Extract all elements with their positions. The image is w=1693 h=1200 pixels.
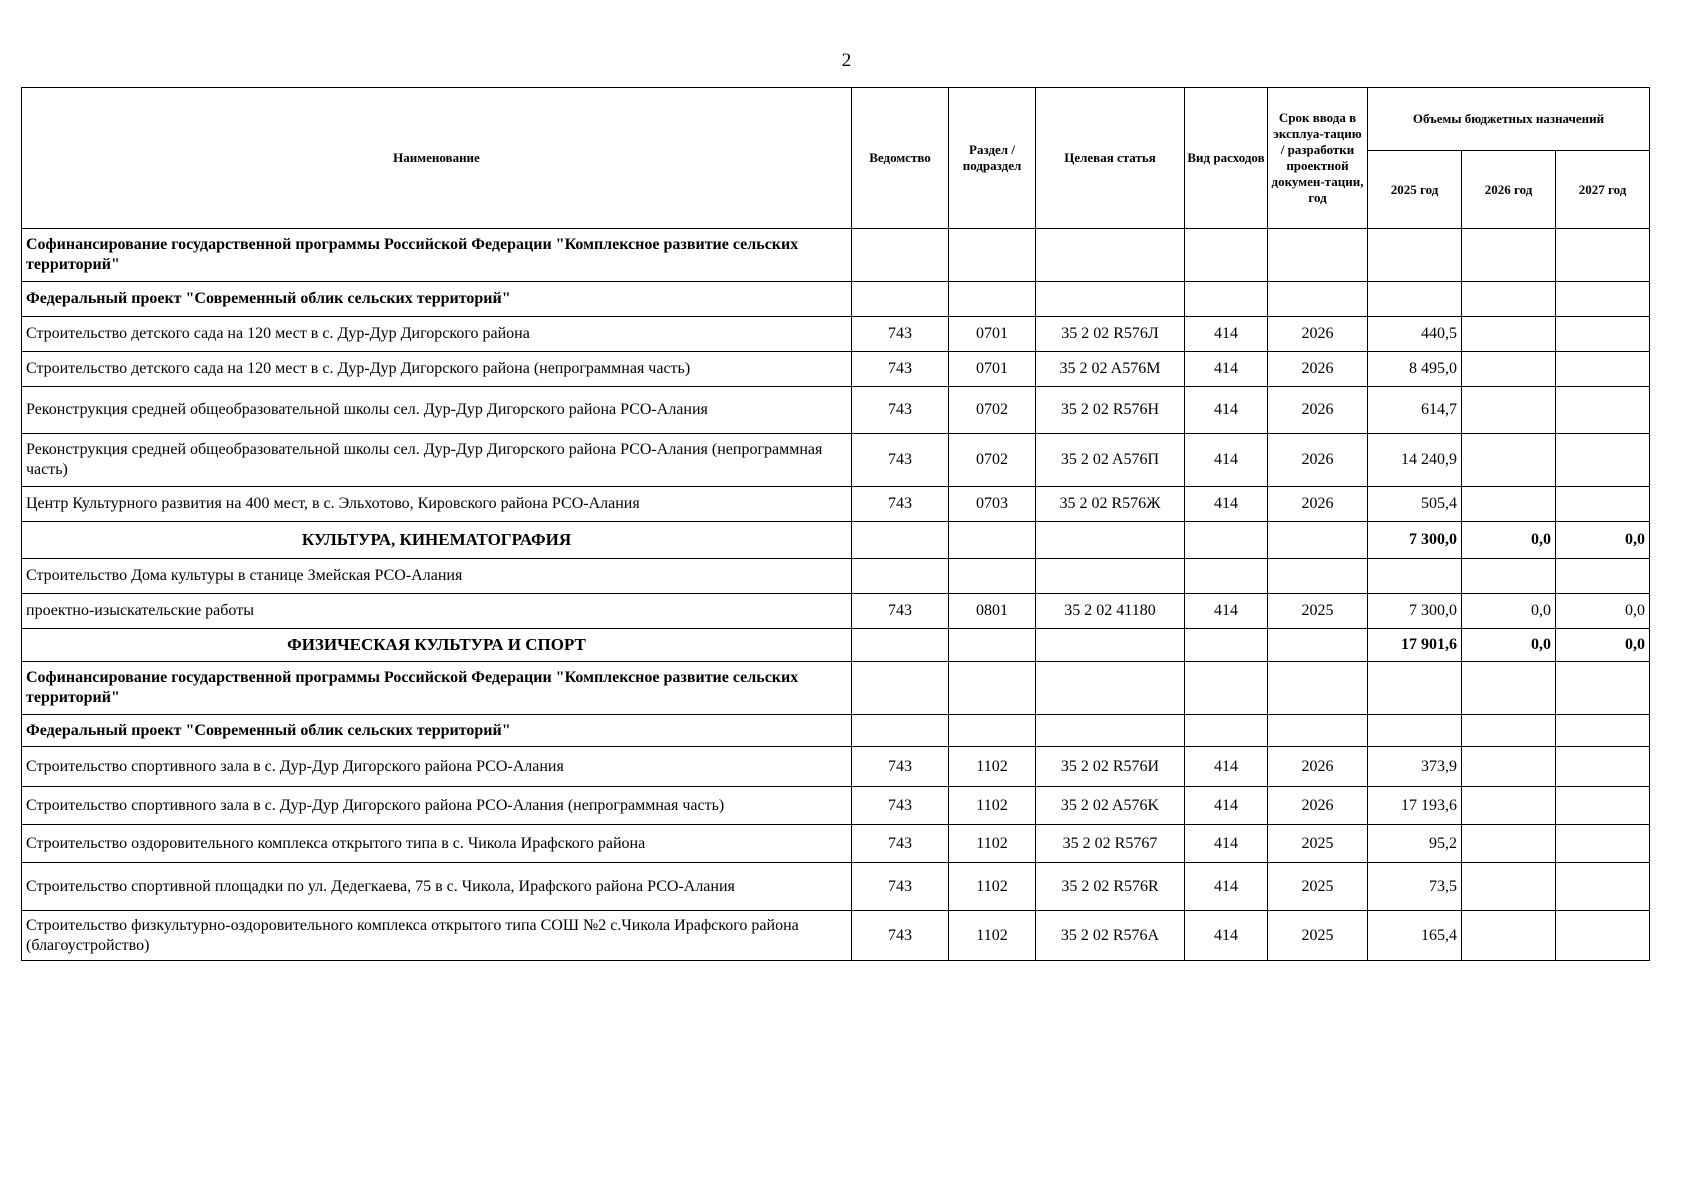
- cell-2027: [1556, 825, 1650, 863]
- cell-section: [949, 559, 1036, 594]
- cell-department: 743: [852, 487, 949, 522]
- cell-name: Строительство спортивной площадки по ул. Дедегкаева, 75 в с. Чикола, Ирафского района РСО-Алания: [22, 863, 852, 911]
- cell-year: 2026: [1268, 787, 1368, 825]
- cell-2027: [1556, 911, 1650, 961]
- table-row: [22, 747, 1650, 787]
- cell-2025: 95,2: [1368, 825, 1462, 863]
- cell-target: 35 2 02 R576R: [1036, 863, 1185, 911]
- cell-2026: [1462, 229, 1556, 282]
- cell-department: [852, 629, 949, 662]
- header-target: Целевая статья: [1036, 88, 1185, 229]
- cell-2025: 7 300,0: [1368, 522, 1462, 559]
- cell-target: [1036, 229, 1185, 282]
- cell-target: [1036, 662, 1185, 715]
- cell-expense-type: 414: [1185, 387, 1268, 434]
- cell-department: [852, 559, 949, 594]
- cell-target: [1036, 629, 1185, 662]
- cell-name: Строительство детского сада на 120 мест в с. Дур-Дур Дигорского района: [22, 317, 852, 352]
- cell-2027: [1556, 747, 1650, 787]
- cell-target: [1036, 559, 1185, 594]
- cell-2026: [1462, 747, 1556, 787]
- table-row: [22, 559, 1650, 594]
- cell-2025: [1368, 715, 1462, 747]
- cell-2027: [1556, 715, 1650, 747]
- cell-2027: [1556, 434, 1650, 487]
- table-row: [22, 863, 1650, 911]
- cell-name: ФИЗИЧЕСКАЯ КУЛЬТУРА И СПОРТ: [22, 629, 852, 662]
- table-row: [22, 594, 1650, 629]
- cell-2025: [1368, 559, 1462, 594]
- cell-2027: [1556, 387, 1650, 434]
- table-row: [22, 229, 1650, 282]
- table-row: [22, 487, 1650, 522]
- cell-expense-type: [1185, 229, 1268, 282]
- table-row: [22, 715, 1650, 747]
- cell-2026: [1462, 787, 1556, 825]
- cell-section: 1102: [949, 825, 1036, 863]
- cell-section: 0702: [949, 387, 1036, 434]
- cell-department: 743: [852, 317, 949, 352]
- cell-department: [852, 715, 949, 747]
- header-section: Раздел / подраздел: [949, 88, 1036, 229]
- cell-2025: 614,7: [1368, 387, 1462, 434]
- cell-section: 1102: [949, 911, 1036, 961]
- table-row: [22, 434, 1650, 487]
- cell-year: 2025: [1268, 911, 1368, 961]
- header-department: Ведомство: [852, 88, 949, 229]
- cell-year: 2026: [1268, 317, 1368, 352]
- cell-2026: [1462, 317, 1556, 352]
- cell-section: 0703: [949, 487, 1036, 522]
- table-row: [22, 825, 1650, 863]
- cell-expense-type: 414: [1185, 594, 1268, 629]
- cell-target: 35 2 02 R576A: [1036, 911, 1185, 961]
- cell-name: Строительство детского сада на 120 мест в с. Дур-Дур Дигорского района (непрограммная часть): [22, 352, 852, 387]
- cell-section: [949, 282, 1036, 317]
- cell-name: Строительство физкультурно-оздоровительного комплекса открытого типа СОШ №2 с.Чикола Ирафского района (благоустройство): [22, 911, 852, 961]
- cell-year: [1268, 662, 1368, 715]
- cell-2025: 17 901,6: [1368, 629, 1462, 662]
- cell-target: 35 2 02 R576Л: [1036, 317, 1185, 352]
- cell-section: [949, 229, 1036, 282]
- cell-2026: [1462, 715, 1556, 747]
- cell-year: [1268, 559, 1368, 594]
- cell-expense-type: 414: [1185, 434, 1268, 487]
- cell-2027: [1556, 863, 1650, 911]
- cell-year: [1268, 229, 1368, 282]
- cell-department: [852, 522, 949, 559]
- cell-2026: [1462, 863, 1556, 911]
- cell-2027: [1556, 787, 1650, 825]
- cell-target: 35 2 02 A576M: [1036, 352, 1185, 387]
- cell-year: 2025: [1268, 825, 1368, 863]
- cell-2026: [1462, 559, 1556, 594]
- cell-year: 2026: [1268, 747, 1368, 787]
- cell-section: 1102: [949, 787, 1036, 825]
- cell-section: 0702: [949, 434, 1036, 487]
- section-row: [22, 522, 1650, 559]
- cell-expense-type: 414: [1185, 863, 1268, 911]
- cell-name: проектно-изыскательские работы: [22, 594, 852, 629]
- table-row: [22, 352, 1650, 387]
- table-row: [22, 662, 1650, 715]
- cell-2025: 505,4: [1368, 487, 1462, 522]
- cell-2025: 73,5: [1368, 863, 1462, 911]
- cell-2027: [1556, 559, 1650, 594]
- table-row: [22, 317, 1650, 352]
- cell-expense-type: 414: [1185, 352, 1268, 387]
- section-row: [22, 629, 1650, 662]
- cell-2027: [1556, 282, 1650, 317]
- cell-2026: 0,0: [1462, 594, 1556, 629]
- table-row: [22, 911, 1650, 961]
- cell-target: [1036, 522, 1185, 559]
- cell-expense-type: 414: [1185, 487, 1268, 522]
- cell-expense-type: [1185, 662, 1268, 715]
- cell-2026: 0,0: [1462, 522, 1556, 559]
- cell-2027: 0,0: [1556, 594, 1650, 629]
- cell-2025: 7 300,0: [1368, 594, 1462, 629]
- cell-section: 0701: [949, 352, 1036, 387]
- cell-year: [1268, 715, 1368, 747]
- cell-year: [1268, 629, 1368, 662]
- table-row: [22, 282, 1650, 317]
- cell-section: [949, 662, 1036, 715]
- cell-year: [1268, 522, 1368, 559]
- cell-year: 2025: [1268, 863, 1368, 911]
- cell-target: 35 2 02 R5767: [1036, 825, 1185, 863]
- header-name: Наименование: [22, 88, 852, 229]
- cell-expense-type: [1185, 522, 1268, 559]
- cell-2026: 0,0: [1462, 629, 1556, 662]
- cell-2025: [1368, 662, 1462, 715]
- cell-expense-type: [1185, 282, 1268, 317]
- cell-2027: [1556, 352, 1650, 387]
- cell-year: 2026: [1268, 487, 1368, 522]
- cell-name: Реконструкция средней общеобразовательной школы сел. Дур-Дур Дигорского района РСО-Алания: [22, 387, 852, 434]
- cell-2027: 0,0: [1556, 629, 1650, 662]
- cell-name: Строительство спортивного зала в с. Дур-Дур Дигорского района РСО-Алания: [22, 747, 852, 787]
- cell-2025: 440,5: [1368, 317, 1462, 352]
- header-year-2026: 2026 год: [1462, 151, 1556, 229]
- cell-2025: 8 495,0: [1368, 352, 1462, 387]
- cell-expense-type: 414: [1185, 825, 1268, 863]
- header-year-2025: 2025 год: [1368, 151, 1462, 229]
- cell-2026: [1462, 487, 1556, 522]
- cell-target: 35 2 02 R576И: [1036, 747, 1185, 787]
- cell-2025: 14 240,9: [1368, 434, 1462, 487]
- cell-2026: [1462, 662, 1556, 715]
- cell-department: [852, 662, 949, 715]
- cell-year: 2025: [1268, 594, 1368, 629]
- cell-name: Реконструкция средней общеобразовательной школы сел. Дур-Дур Дигорского района РСО-Алания (непрограммная часть): [22, 434, 852, 487]
- cell-department: 743: [852, 594, 949, 629]
- cell-2026: [1462, 282, 1556, 317]
- cell-2027: [1556, 662, 1650, 715]
- cell-expense-type: 414: [1185, 787, 1268, 825]
- cell-year: 2026: [1268, 434, 1368, 487]
- cell-expense-type: [1185, 715, 1268, 747]
- cell-department: 743: [852, 747, 949, 787]
- cell-2026: [1462, 387, 1556, 434]
- table-header: [22, 88, 1650, 229]
- cell-department: 743: [852, 911, 949, 961]
- cell-department: 743: [852, 825, 949, 863]
- cell-expense-type: [1185, 559, 1268, 594]
- cell-2026: [1462, 434, 1556, 487]
- cell-name: Федеральный проект "Современный облик сельских территорий": [22, 282, 852, 317]
- cell-department: [852, 229, 949, 282]
- cell-year: [1268, 282, 1368, 317]
- cell-name: Федеральный проект "Современный облик сельских территорий": [22, 715, 852, 747]
- cell-department: [852, 282, 949, 317]
- cell-2026: [1462, 911, 1556, 961]
- header-year-2027: 2027 год: [1556, 151, 1650, 229]
- cell-target: [1036, 715, 1185, 747]
- budget-table: [21, 87, 1650, 961]
- cell-department: 743: [852, 787, 949, 825]
- header-volumes: Объемы бюджетных назначений: [1368, 88, 1650, 151]
- cell-section: 0801: [949, 594, 1036, 629]
- cell-expense-type: [1185, 629, 1268, 662]
- cell-name: Центр Культурного развития на 400 мест, в с. Эльхотово, Кировского района РСО-Алания: [22, 487, 852, 522]
- cell-name: Строительство Дома культуры в станице Змейская РСО-Алания: [22, 559, 852, 594]
- cell-name: Софинансирование государственной программы Российской Федерации "Комплексное развитие сельских территорий": [22, 662, 852, 715]
- header-expense-type: Вид расходов: [1185, 88, 1268, 229]
- cell-section: [949, 715, 1036, 747]
- cell-2025: 373,9: [1368, 747, 1462, 787]
- cell-name: КУЛЬТУРА, КИНЕМАТОГРАФИЯ: [22, 522, 852, 559]
- cell-section: 0701: [949, 317, 1036, 352]
- cell-expense-type: 414: [1185, 911, 1268, 961]
- cell-target: 35 2 02 41180: [1036, 594, 1185, 629]
- cell-expense-type: 414: [1185, 747, 1268, 787]
- cell-year: 2026: [1268, 352, 1368, 387]
- cell-2025: 17 193,6: [1368, 787, 1462, 825]
- cell-2027: [1556, 487, 1650, 522]
- cell-target: 35 2 02 R576Ж: [1036, 487, 1185, 522]
- cell-section: 1102: [949, 863, 1036, 911]
- cell-section: [949, 522, 1036, 559]
- cell-department: 743: [852, 387, 949, 434]
- cell-2025: [1368, 229, 1462, 282]
- cell-target: [1036, 282, 1185, 317]
- cell-department: 743: [852, 863, 949, 911]
- cell-name: Строительство оздоровительного комплекса открытого типа в с. Чикола Ирафского района: [22, 825, 852, 863]
- cell-target: 35 2 02 R576H: [1036, 387, 1185, 434]
- cell-target: 35 2 02 A576П: [1036, 434, 1185, 487]
- cell-section: [949, 629, 1036, 662]
- page-number: 2: [841, 50, 852, 71]
- cell-name: Строительство спортивного зала в с. Дур-Дур Дигорского района РСО-Алания (непрограммная часть): [22, 787, 852, 825]
- table-row: [22, 387, 1650, 434]
- cell-target: 35 2 02 A576K: [1036, 787, 1185, 825]
- cell-2026: [1462, 825, 1556, 863]
- header-deadline: Срок ввода в эксплуа-тацию / разработки проектной докумен-тации, год: [1268, 88, 1368, 229]
- cell-year: 2026: [1268, 387, 1368, 434]
- cell-2027: [1556, 317, 1650, 352]
- cell-expense-type: 414: [1185, 317, 1268, 352]
- table-row: [22, 787, 1650, 825]
- cell-department: 743: [852, 352, 949, 387]
- cell-department: 743: [852, 434, 949, 487]
- table-body: [22, 229, 1650, 961]
- cell-2027: 0,0: [1556, 522, 1650, 559]
- cell-section: 1102: [949, 747, 1036, 787]
- cell-2026: [1462, 352, 1556, 387]
- cell-name: Софинансирование государственной программы Российской Федерации "Комплексное развитие сельских территорий": [22, 229, 852, 282]
- cell-2027: [1556, 229, 1650, 282]
- cell-2025: [1368, 282, 1462, 317]
- cell-2025: 165,4: [1368, 911, 1462, 961]
